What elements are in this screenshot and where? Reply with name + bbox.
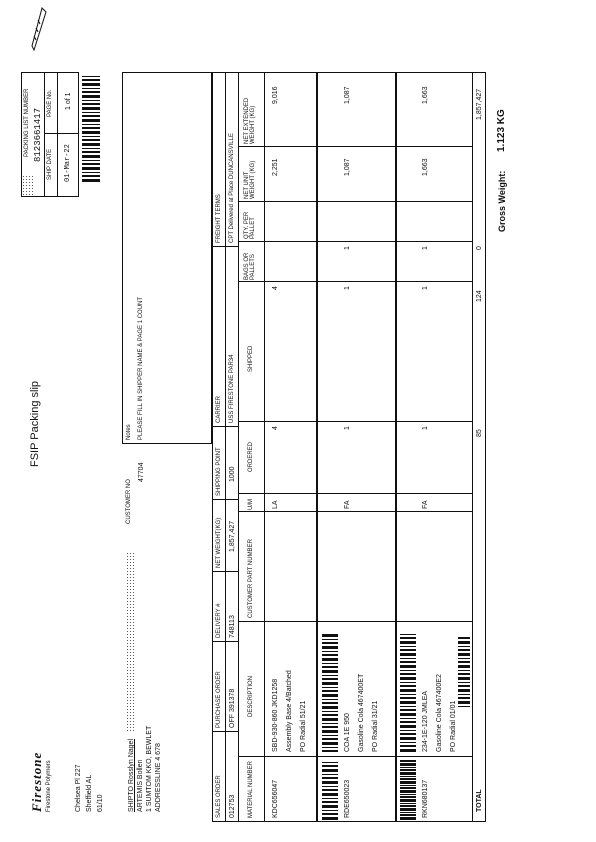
- row-3-description-line-3: PO Radial 01/01: [450, 700, 457, 752]
- gross-weight-label: Gross Weight:: [497, 170, 507, 232]
- total-label: TOTAL: [476, 789, 483, 812]
- shipping-point-value: 1000: [229, 466, 236, 482]
- row-2-barcode: [322, 760, 338, 820]
- ship-to-stamp: [126, 552, 135, 732]
- row-3-lot-barcode: [458, 637, 470, 707]
- pen-mark-icon: [30, 7, 50, 52]
- row-3-description-line-2: Gasoline Cola 467400E2: [436, 674, 443, 752]
- row-2-description-line-3: PO Radial 31/21: [372, 700, 379, 752]
- ship-date-label: SHIP DATE: [47, 148, 53, 180]
- notes-label: Notes: [126, 424, 132, 440]
- ship-to-line-3: 1 SUMTOM KKO, BEWLET: [146, 725, 153, 812]
- row-3-bags: 1: [422, 246, 429, 250]
- col-bags-or-pallets: BAGS OR PALLETS: [244, 252, 256, 280]
- total-bags: 0: [476, 246, 483, 250]
- sender-address-line-1: Chelsea Pl 227: [75, 764, 82, 812]
- customer-number-value: 47704: [138, 462, 145, 482]
- delivery-value: 748113: [229, 615, 236, 638]
- sender-address-line-2: Sheffield AL: [86, 774, 93, 812]
- ship-to-line-1: SHIPTO Rosslyn Nagel: [128, 738, 135, 812]
- row-1-net-extended-weight: 9,016: [272, 86, 279, 104]
- sender-address-line-3: 61/10: [97, 794, 104, 812]
- row-2-material-number: RDE650023: [344, 779, 351, 818]
- col-customer-part-number: CUSTOMER PART NUMBER: [248, 539, 254, 618]
- row-1-description-line-2: Assembly Base 4/Batched: [286, 670, 293, 752]
- row-2-description-line-1: COA 1E 950: [344, 713, 351, 752]
- row-1-net-unit-weight: 2,251: [272, 158, 279, 176]
- row-1-material-number: KDC656047: [272, 779, 279, 818]
- notes-box: [122, 72, 212, 444]
- carrier-label: CARRIER: [216, 395, 222, 423]
- row-2-ordered: 1: [344, 426, 351, 430]
- total-net-extended-weight: 1,857,427: [476, 88, 483, 120]
- col-qty-per-pallet: QTY. PER PALLET: [244, 211, 256, 239]
- ship-to-line-4: ADDRESSLINE 4 678: [155, 743, 162, 812]
- purchase-order-label: PURCHASE ORDER: [216, 671, 222, 728]
- row-3-ordered: 1: [422, 426, 429, 430]
- delivery-label: DELIVERY #: [216, 603, 222, 638]
- gross-weight-value: 1.123 KG: [496, 109, 507, 152]
- col-net-unit-weight: NET UNIT WEIGHT (KG): [244, 160, 256, 199]
- col-material-number: MATERIAL NUMBER: [248, 760, 254, 818]
- col-net-extended-weight: NET EXTENDED WEIGHT (KG): [244, 97, 256, 144]
- row-3-uom: FA: [422, 500, 429, 509]
- col-uom: U/M: [248, 499, 254, 510]
- ship-date-value: 01-Mar-22: [64, 144, 72, 182]
- packing-list-barcode: [82, 72, 100, 182]
- document-title: FSIP Packing slip: [29, 380, 41, 467]
- row-1-shipped: 4: [272, 286, 279, 290]
- row-2-uom: FA: [344, 500, 351, 509]
- shipping-point-label: SHIPPING POINT: [216, 447, 222, 496]
- row-2-net-extended-weight: 1,087: [344, 86, 351, 104]
- company-logo: Firestone: [29, 751, 44, 812]
- row-3-net-extended-weight: 1,663: [422, 86, 429, 104]
- packing-list-number-label: PACKING LIST NUMBER: [24, 88, 30, 157]
- row-3-barcode: [400, 760, 416, 820]
- row-2-bags: 1: [344, 246, 351, 250]
- net-weight-label: NET WEIGHT(KG): [216, 517, 222, 568]
- row-3-net-unit-weight: 1,663: [422, 158, 429, 176]
- col-description: DESCRIPTION: [248, 675, 254, 717]
- page-number-value: 1 of 1: [65, 92, 72, 110]
- row-3-description-line-1: 234-1E-120 JMLEA: [422, 690, 429, 752]
- row-3-shipped: 1: [422, 286, 429, 290]
- row-2-description-line-2: Gasoline Cola 467400ET: [358, 673, 365, 752]
- col-shipped: SHIPPED: [248, 345, 254, 372]
- company-subtitle: Firestone Polymers: [46, 760, 52, 812]
- freight-terms-value: CPT Delivered at Place DUNCANSVILLE: [229, 133, 235, 243]
- row-1-uom: LA: [272, 500, 279, 509]
- row-1-ordered: 4: [272, 426, 279, 430]
- freight-terms-label: FREIGHT TERMS: [216, 194, 222, 243]
- ship-to-line-2: ARTEMIS Bollen: [137, 759, 144, 812]
- net-weight-value: 1,857,427: [229, 520, 236, 552]
- carrier-value: USS FIRESTONE PAR34: [229, 354, 235, 423]
- packing-list-number: 8123661417: [33, 107, 43, 162]
- total-shipped: 124: [476, 290, 483, 302]
- purchase-order-value: OFF 391378: [229, 688, 236, 728]
- customer-number-label: CUSTOMER NO: [126, 479, 132, 524]
- row-3-material-number: RKN680137: [422, 779, 429, 818]
- sales-order-label: SALES ORDER: [216, 775, 222, 818]
- row-1-description-line-3: PO Radial 51/21: [300, 700, 307, 752]
- row-2-net-unit-weight: 1,087: [344, 158, 351, 176]
- page-number-label: PAGE No.: [47, 89, 53, 117]
- total-ordered: 85: [476, 429, 483, 437]
- row-1-description-line-1: SBD-930-860 JKD1258: [272, 678, 279, 752]
- col-ordered: ORDERED: [248, 441, 254, 472]
- row-3-description-barcode: [400, 632, 416, 752]
- notes-text: PLEASE FILL IN SHIPPER NAME & PAGE 1 COUNT: [138, 296, 144, 440]
- sales-order-value: 012753: [229, 794, 236, 818]
- row-2-shipped: 1: [344, 286, 351, 290]
- row-2-description-barcode: [322, 632, 338, 752]
